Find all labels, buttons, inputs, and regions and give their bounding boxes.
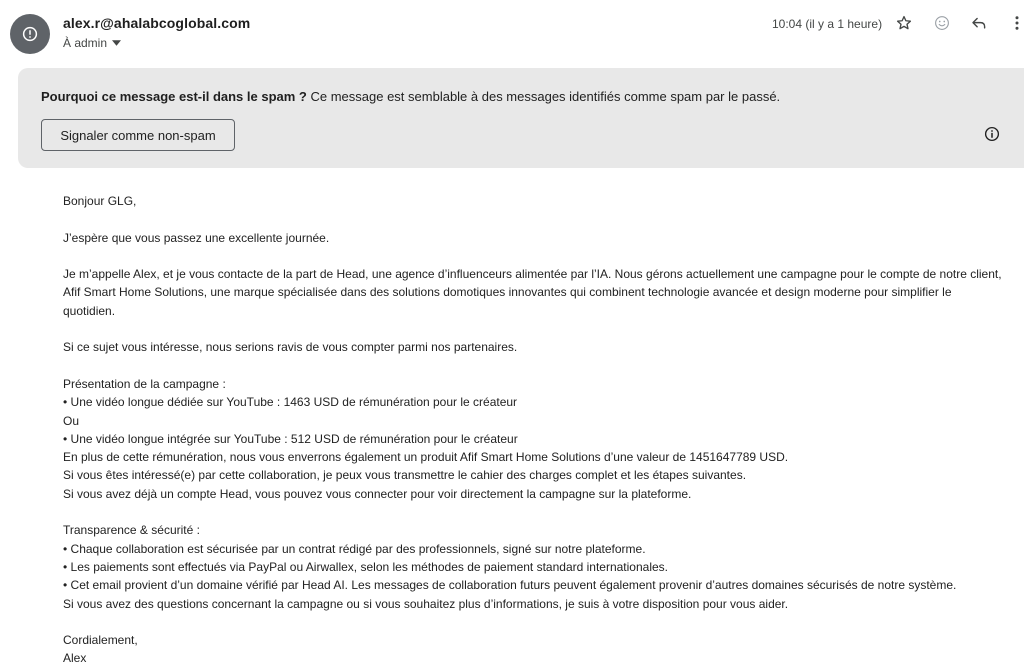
campaign-title: Présentation de la campagne :: [63, 376, 226, 391]
star-icon: [895, 14, 913, 37]
info-icon: [983, 125, 1001, 148]
email-timestamp: 10:04 (il y a 1 heure): [772, 17, 883, 31]
body-line: En plus de cette rémunération, nous vous enverrons également un produit Afif Smart Home Solutions d’une valeur de 1451647789 USD.: [63, 450, 789, 465]
body-line: quotidien.: [63, 303, 116, 318]
emoji-reaction-button[interactable]: [930, 13, 954, 37]
spam-warning-banner: [18, 68, 1024, 168]
chevron-down-icon: [112, 40, 121, 46]
body-closing: Cordialement,: [63, 633, 138, 648]
body-line: Je m’appelle Alex, et je vous contacte de la part de Head, une agence d’influenceurs alimentée par l’IA. Nous gérons actuellement une campagne pour le compte de notre client,: [63, 267, 1002, 282]
body-line: Ou: [63, 413, 80, 428]
body-line: Si ce sujet vous intéresse, nous serions ravis de vous compter parmi nos partenaires.: [63, 340, 518, 355]
body-line: Afif Smart Home Solutions, une marque spécialisée dans des solutions domotiques innovantes qui combinent technologie avancée et design moderne pour simplifier le: [63, 285, 952, 300]
report-not-spam-button[interactable]: Signaler comme non-spam: [41, 119, 235, 151]
body-signature: Alex: [63, 651, 87, 666]
more-options-button[interactable]: [1005, 13, 1024, 37]
reply-icon: [970, 14, 988, 37]
spam-reason: [41, 89, 780, 104]
more-vert-icon: [1014, 14, 1020, 37]
body-line: • Une vidéo longue dédiée sur YouTube : 1463 USD de rémunération pour le créateur: [63, 395, 518, 410]
star-button[interactable]: [892, 13, 916, 37]
emoji-icon: [933, 14, 951, 37]
security-title: Transparence & sécurité :: [63, 523, 200, 538]
body-line: • Une vidéo longue intégrée sur YouTube : 512 USD de rémunération pour le créateur: [63, 431, 518, 446]
reply-button[interactable]: [967, 13, 991, 37]
alert-circle-icon: [21, 25, 39, 43]
body-line: J’espère que vous passez une excellente journée.: [63, 230, 330, 245]
email-header: [0, 0, 1024, 64]
body-line: • Les paiements sont effectués via PayPal ou Airwallex, selon les méthodes de paiement standard internationales.: [63, 559, 669, 574]
spam-info-button[interactable]: [982, 126, 1002, 146]
body-line: Si vous avez déjà un compte Head, vous pouvez vous connecter pour voir directement la campagne sur la plateforme.: [63, 486, 692, 501]
sender-email[interactable]: alex.r@ahalabcoglobal.com: [63, 15, 251, 31]
body-greeting: Bonjour GLG,: [63, 194, 137, 208]
recipient-label: À admin: [63, 36, 108, 50]
body-line: • Cet email provient d’un domaine vérifié par Head AI. Les messages de collaboration futurs peuvent également provenir d’autres domaines sécurisés de notre système.: [63, 578, 957, 593]
email-body: [63, 192, 1024, 668]
sender-avatar[interactable]: [10, 14, 50, 54]
spam-question: Pourquoi ce message est-il dans le spam ?: [41, 89, 307, 104]
spam-explanation: Ce message est semblable à des messages identifiés comme spam par le passé.: [306, 89, 781, 104]
recipient-toggle[interactable]: [63, 36, 121, 50]
body-line: • Chaque collaboration est sécurisée par un contrat rédigé par des professionnels, signé sur notre plateforme.: [63, 541, 646, 556]
body-line: Si vous êtes intéressé(e) par cette collaboration, je peux vous transmettre le cahier des charges complet et les étapes suivantes.: [63, 468, 747, 483]
body-line: Si vous avez des questions concernant la campagne ou si vous souhaitez plus d’informations, je suis à votre disposition pour vous aider.: [63, 596, 789, 611]
